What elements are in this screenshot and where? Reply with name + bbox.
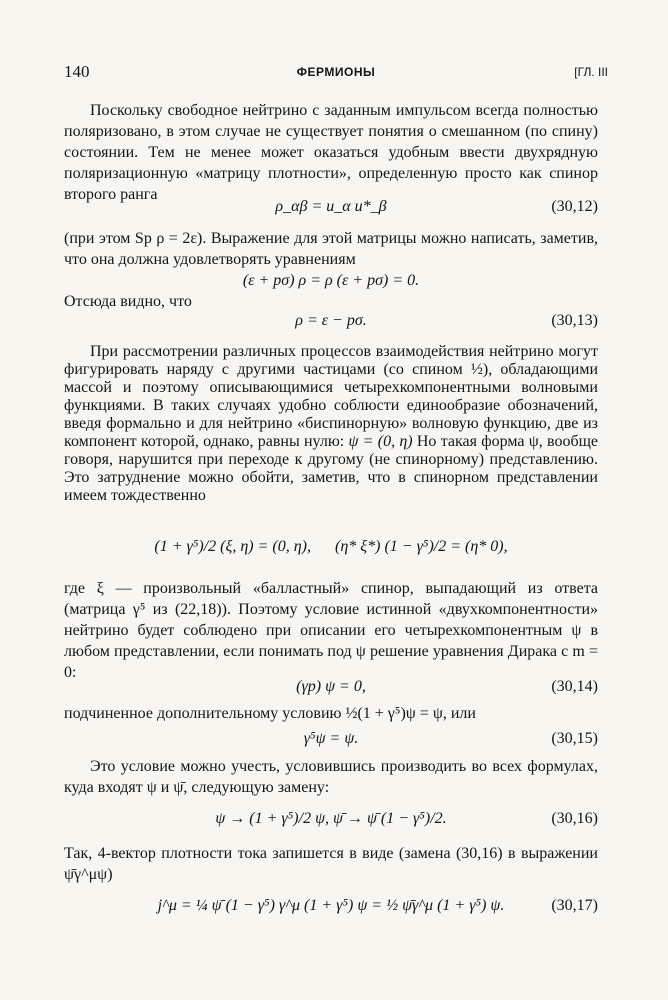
running-header [64,62,608,86]
equation-formula: γ⁵ψ = ψ. [303,730,359,747]
equation-30-15 [64,728,598,756]
equation-30-12 [64,196,598,224]
paragraph-3: Отсюда видно, что [64,293,192,310]
paragraph-8: Так, 4-вектор плотности тока запишется в виде (замена (30,16) в выражении ψ̄γ^μψ) [64,845,598,883]
equation-number: (30,14) [551,678,598,695]
equation-30-17 [64,895,598,923]
identity-equation [64,536,598,564]
equation-number: (30,15) [551,730,598,747]
paragraph-5: где ξ — произвольный «балластный» спинор, выпадающий из ответа (матрица γ⁵ из (22,18)). Поэтому условие истинной «двухкомпонентности» нейтрино будет соблюдено при описании его четырехкомпонентным ψ в любом представлении, если понимать под ψ решение уравнения Дирака с m = 0: [64,580,598,681]
equation-number: (30,17) [551,897,598,914]
page-number: 140 [64,62,90,81]
paragraph-4b: Но такая форма ψ, вообще говоря, нарушится при переходе к другому (не спинорному) представлению. Это затруднение можно обойти, заметив, что в спинорном представлении имеем тождественно [64,433,599,504]
equation-number: (30,16) [551,810,598,827]
equation-30-14 [64,676,598,704]
running-title: ФЕРМИОНЫ [296,65,376,79]
equation-formula: ρ = ε − pσ. [295,312,367,329]
equation-formula: j^μ = ¼ ψ̄ (1 − γ⁵) γ^μ (1 + γ⁵) ψ = ½ ψ̄γ^μ (1 + γ⁵) ψ. [157,897,505,914]
identity-right: (η* ξ*) (1 − γ⁵)/2 = (η* 0), [335,538,508,555]
equation-30-13 [64,310,598,338]
equation-number: (30,13) [551,312,598,329]
paragraph-6: подчиненное дополнительному условию ½(1 + γ⁵)ψ = ψ, или [64,705,476,722]
paragraph-7: Это условие можно учесть, условившись производить во всех формулах, куда входят ψ и ψ̄, следующую замену: [64,758,598,796]
paragraph-4a: При рассмотрении различных процессов взаимодействия нейтрино могут фигурировать наряду с другими частицами (со спином ½), обладающими массой и поэтому описывающимися четырехкомпонентными волновыми функциями. В таких случаях удобно соблюсти единообразие обозначений, введя формально и для нейтрино «биспинорную» волновую функцию, две из компонент которой, однако, равны нулю: [64,343,598,450]
equation-formula: ψ → (1 + γ⁵)/2 ψ, ψ̄ → ψ̄ (1 − γ⁵)/2. [215,810,447,827]
equation-number: (30,12) [551,198,598,215]
paragraph-4 [64,343,598,505]
equation-formula: ρ_αβ = u_α u*_β [275,198,387,215]
equation-30-16 [64,808,598,836]
paragraph-1: Поскольку свободное нейтрино с заданным импульсом всегда полностью поляризовано, в этом случае не существует понятия о смешанном (по спину) состоянии. Тем не менее может оказаться удобным ввести двухрядную поляризационную «матрицу плотности», определенную просто как спинор второго ранга [64,102,598,203]
chapter-label: [ГЛ. III [574,65,608,79]
paragraph-2: (при этом Sp ρ = 2ε). Выражение для этой матрицы можно написать, заметив, что она должна удовлетворять уравнениям [64,230,598,268]
equation-formula: (γp) ψ = 0, [296,678,366,695]
equation-formula: (ε + pσ) ρ = ρ (ε + pσ) = 0. [242,272,420,289]
psi-definition: ψ = (0, η) [348,433,413,450]
identity-left: (1 + γ⁵)/2 (ξ, η) = (0, η), [154,538,311,555]
